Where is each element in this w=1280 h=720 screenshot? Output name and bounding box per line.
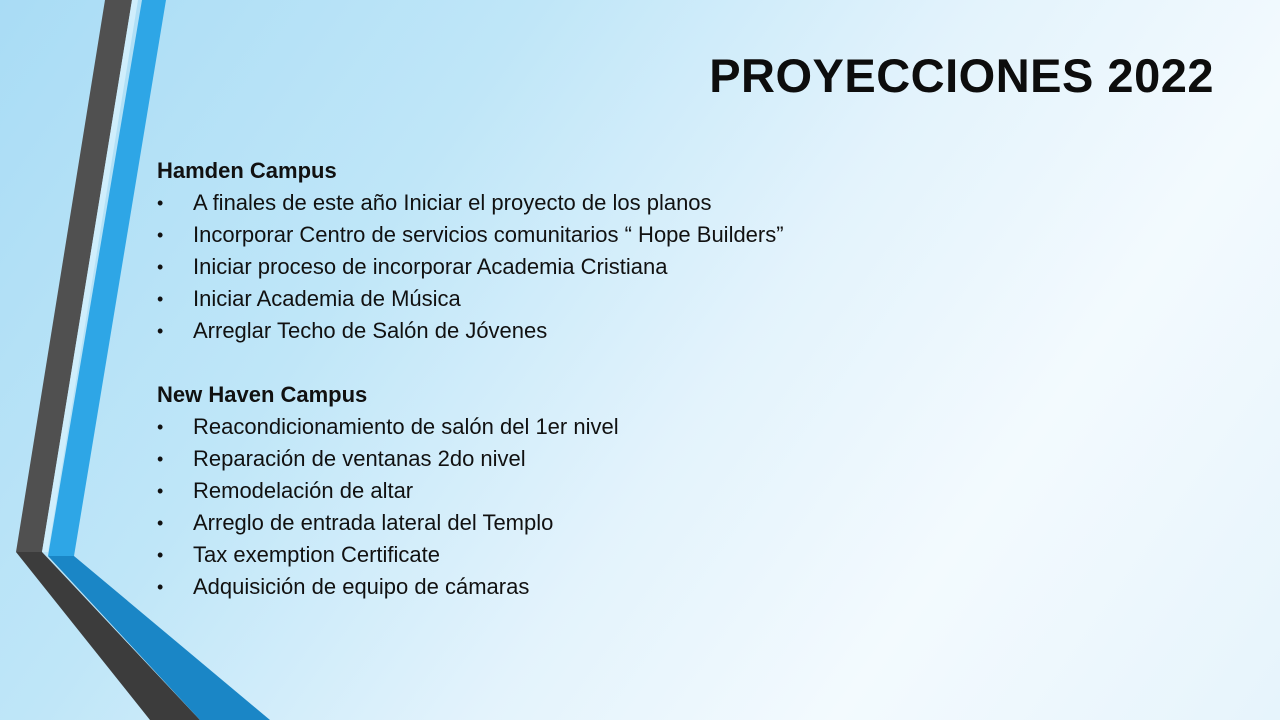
bullet-list <box>157 411 619 603</box>
list-item-text: Adquisición de equipo de cámaras <box>193 574 530 599</box>
list-item <box>157 571 619 603</box>
list-item <box>157 475 619 507</box>
list-item <box>157 283 784 315</box>
list-item-text: Incorporar Centro de servicios comunitarios “ Hope Builders” <box>193 222 784 247</box>
bullet-icon: • <box>157 545 164 565</box>
list-item-text: Reacondicionamiento de salón del 1er nivel <box>193 414 619 439</box>
list-item <box>157 219 784 251</box>
bullet-icon: • <box>157 257 164 277</box>
list-item-text: A finales de este año Iniciar el proyecto de los planos <box>193 190 712 215</box>
list-item <box>157 251 784 283</box>
list-item-text: Iniciar proceso de incorporar Academia Cristiana <box>193 254 668 279</box>
bullet-icon: • <box>157 225 164 245</box>
bullet-icon: • <box>157 289 164 309</box>
list-item <box>157 539 619 571</box>
bullet-list <box>157 187 784 347</box>
slide-title: PROYECCIONES 2022 <box>709 49 1214 102</box>
light-stripe-upper <box>42 0 138 552</box>
list-item <box>157 507 619 539</box>
list-item <box>157 443 619 475</box>
list-item <box>157 315 784 347</box>
section-heading: Hamden Campus <box>157 158 337 183</box>
bullet-icon: • <box>157 577 164 597</box>
section-hamden-campus <box>157 155 784 347</box>
bullet-icon: • <box>157 481 164 501</box>
list-item-text: Tax exemption Certificate <box>193 542 440 567</box>
bullet-icon: • <box>157 321 164 341</box>
list-item <box>157 411 619 443</box>
list-item-text: Iniciar Academia de Música <box>193 286 461 311</box>
section-new-haven-campus <box>157 379 619 603</box>
bullet-icon: • <box>157 193 164 213</box>
list-item-text: Remodelación de altar <box>193 478 414 503</box>
list-item <box>157 187 784 219</box>
list-item-text: Arreglo de entrada lateral del Templo <box>193 510 554 535</box>
bullet-icon: • <box>157 417 164 437</box>
bullet-icon: • <box>157 449 164 469</box>
section-heading: New Haven Campus <box>157 382 368 407</box>
list-item-text: Reparación de ventanas 2do nivel <box>193 446 526 471</box>
bullet-icon: • <box>157 513 164 533</box>
list-item-text: Arreglar Techo de Salón de Jóvenes <box>193 318 548 343</box>
